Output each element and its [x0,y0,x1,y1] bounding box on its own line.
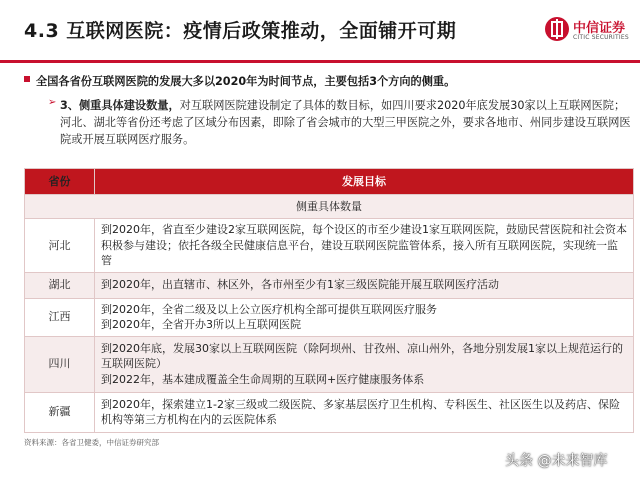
goal-line: 到2020年底，发展30家以上互联网医院（除阿坝州、甘孜州、凉山州外，各地分别发展1家以上规范运行的互联网医院） [101,341,623,371]
goal-cell [95,298,634,336]
goal-cell: 到2020年，探索建立1-2家三级或二级医院、多家基层医疗卫生机构、专科医生、社区医生以及药店、保险机构等第三方机构在内的云医院体系 [95,392,634,432]
province-cell: 湖北 [25,272,95,298]
goal-line: 到2022年，基本建成覆盖全生命周期的互联网+医疗健康服务体系 [101,372,425,386]
table-row [25,219,634,273]
source-note: 资料来源：各省卫健委，中信证券研究部 [24,438,159,447]
watermark: 头条 @未来智库 [505,453,608,469]
table-row [25,272,634,298]
sub-bullet-heading: 3、侧重具体建设数量， [60,99,180,112]
slide-header [0,0,640,62]
slide-title: 4.3 互联网医院：疫情后政策推动，全面铺开可期 [24,20,457,42]
citic-logo-icon [544,16,570,42]
header-divider [0,60,640,63]
province-cell: 河北 [25,219,95,273]
header-province: 省份 [25,169,95,195]
goal-cell: 到2020年，出直辖市、林区外，各市州至少有1家三级医院能开展互联网医疗活动 [95,272,634,298]
table-row [25,392,634,432]
sub-bullet [60,97,632,148]
square-bullet-icon [24,76,30,82]
province-cell: 新疆 [25,392,95,432]
table-section-row [25,195,634,219]
table-header-row [25,169,634,195]
main-bullet-text: 全国各省份互联网医院的发展大多以2020年为时间节点，主要包括3个方向的侧重。 [36,75,456,88]
section-label: 侧重具体数量 [25,195,634,219]
logo-chinese-text: 中信证券 [573,21,626,36]
goal-cell [95,336,634,392]
table-row [25,298,634,336]
sub-bullet-text: 对互联网医院建设制定了具体的数目标，如四川要求2020年底发展30家以上互联网医院；河北、湖北等省份还考虑了区域分布因素，即除了省会城市的大型三甲医院之外，要求各地市、州同步建设互联网医院或开展互联网医疗服务。 [60,99,631,146]
province-cell: 江西 [25,298,95,336]
table-row [25,336,634,392]
goal-cell: 到2020年，省直至少建设2家互联网医院，每个设区的市至少建设1家互联网医院，鼓励民营医院和社会资本积极参与建设；依托各级全民健康信息平台，建设互联网医院监管体系，接入所有互联网医院，实现统一监管 [95,219,634,273]
goal-line: 到2020年，全省开办3所以上互联网医院 [101,318,301,331]
province-cell: 四川 [25,336,95,392]
arrow-bullet-icon: ➢ [48,97,57,108]
logo-english-text: CITIC SECURITIES [573,34,629,41]
citic-logo [544,16,634,46]
header-goal: 发展目标 [95,169,634,195]
province-goals-table [24,168,634,433]
goal-line: 到2020年，全省二级及以上公立医疗机构全部可提供互联网医疗服务 [101,302,437,316]
